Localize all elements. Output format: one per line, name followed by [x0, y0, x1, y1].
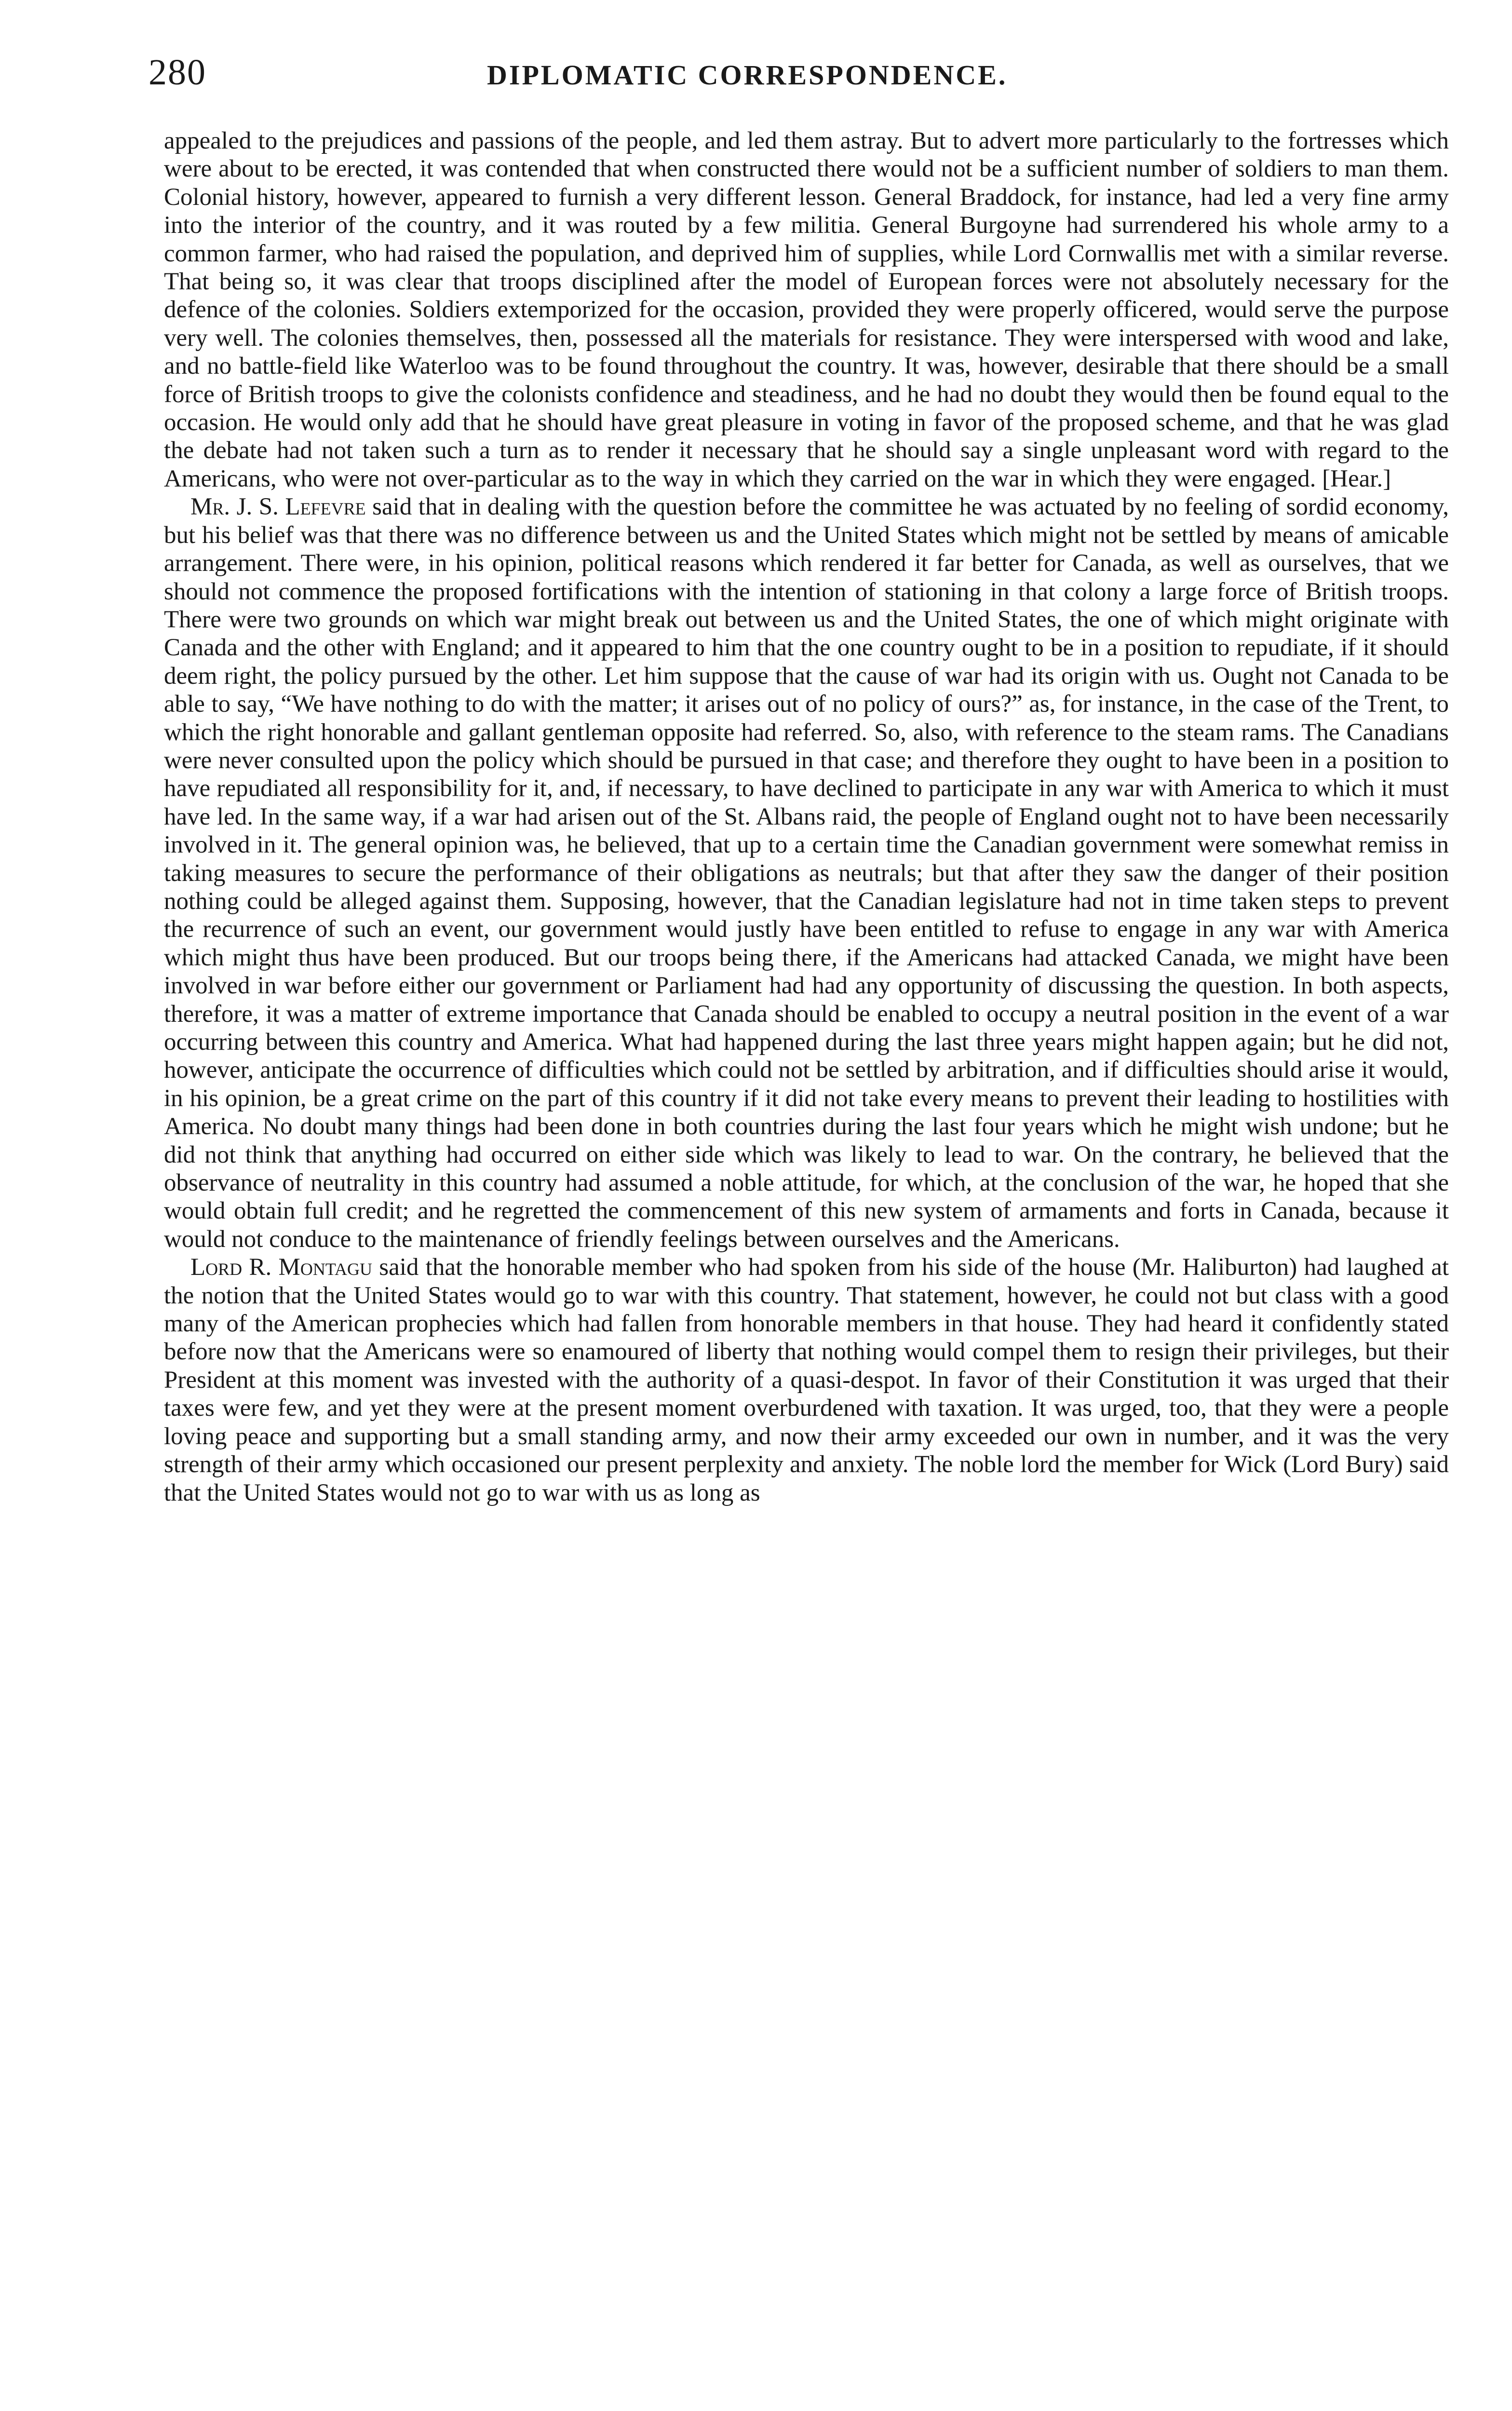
paragraph-text: said that in dealing with the question before the committee he was actuated by no feeling of sordid economy, but his belief was that there was no difference between us and the United States which might not be settled by means of amicable arrangement. There were, in his opinion, political reasons which rendered it far better for Canada, as well as ourselves, that we should not commence the proposed fortifications with the intention of stationing in that colony a large force of British troops. There were two grounds on which war might break out between us and the United States, the one of which might originate with Canada and the other with England; and it appeared to him that the one country ought to be in a position to repudiate, if it should deem right, the policy pursued by the other. Let him suppose that the cause of war had its origin with us. Ought not Canada to be able to say, “We have nothing to do with the matter; it arises out of no policy of ours?” as, for instance, in the case of the Trent, to which the right honorable and gallant gentleman opposite had referred. So, also, with reference to the steam rams. The Canadians were never consulted upon the policy which should be pursued in that case; and therefore they ought to have been in a position to have repudiated all responsibility for it, and, if necessary, to have declined to participate in any war with America to which it must have led. In the same way, if a war had arisen out of the St. Albans raid, the people of England ought not to have been necessarily involved in it. The general opinion was, he believed, that up to a certain time the Canadian government were somewhat remiss in taking measures to secure the performance of their obligations as neutrals; but that after they saw the danger of their position nothing could be alleged against them. Supposing, however, that the Canadian legislature had not in time taken steps to prevent the recurrence of such an event, our government would justly have been entitled to refuse to engage in any war with America which might thus have been produced. But our troops being there, if the Americans had attacked Canada, we might have been involved in war before either our government or Parliament had had any opportunity of discussing the question. In both aspects, therefore, it was a matter of extreme importance that Canada should be enabled to occupy a neutral position in the event of a war occurring between this country and America. What had happened during the last three years might happen again; but he did not, however, anticipate the occurrence of difficulties which could not be settled by arbitration, and if difficulties should arise it would, in his opinion, be a great crime on the part of this country if it did not take every means to prevent their leading to hostilities with America. No doubt many things had been done in both countries during the last four years which he might wish undone; but he did not think that anything had occurred on either side which was likely to lead to war. On the contrary, he believed that the observance of neutrality in this country had assumed a noble attitude, for which, at the conclusion of the war, he hoped that she would obtain full credit; and he regretted the commencement of this new system of armaments and forts in Canada, because it would not conduce to the maintenance of friendly feelings between ourselves and the Americans. [164, 493, 1449, 1253]
speaker-name: Lord R. Montagu [190, 1254, 372, 1281]
running-title: DIPLOMATIC CORRESPONDENCE. [487, 59, 1008, 91]
page-number: 280 [148, 52, 206, 93]
paragraph-continuation [164, 127, 1449, 493]
document-page [145, 46, 1456, 2409]
speaker-name: Mr. J. S. Lefevre [190, 493, 366, 521]
paragraph-lefevre [164, 493, 1449, 1253]
paragraph-text: appealed to the prejudices and passions of the people, and led them astray. But to advert more particularly to the fortresses which were about to be erected, it was contended that when constructed there would not be a sufficient number of soldiers to man them. Colonial history, however, appeared to furnish a very different lesson. General Braddock, for instance, had led a very fine army into the interior of the country, and it was routed by a few militia. General Burgoyne had surrendered his whole army to a common farmer, who had raised the population, and deprived him of supplies, while Lord Cornwallis met with a similar reverse. That being so, it was clear that troops disciplined after the model of European forces were not absolutely necessary for the defence of the colonies. Soldiers extemporized for the occasion, provided they were properly officered, would serve the purpose very well. The colonies themselves, then, possessed all the materials for resistance. They were interspersed with wood and lake, and no battle-field like Waterloo was to be found throughout the country. It was, however, desirable that there should be a small force of British troops to give the colonists confidence and steadiness, and he had no doubt they would then be found equal to the occasion. He would only add that he should have great pleasure in voting in favor of the proposed scheme, and that he was glad the debate had not taken such a turn as to render it necessary that he should say a single unpleasant word with regard to the Americans, who were not over-particular as to the way in which they carried on the war in which they were engaged. [Hear.] [164, 127, 1449, 492]
paragraph-montagu [164, 1253, 1449, 1507]
paragraph-text: said that the honorable member who had spoken from his side of the house (Mr. Haliburton) had laughed at the notion that the United States would go to war with this country. That statement, however, he could not but class with a good many of the American prophecies which had fallen from honorable members in that house. They had heard it confidently stated before now that the Americans were so enamoured of liberty that nothing would compel them to resign their privileges, but their President at this moment was invested with the authority of a quasi-despot. In favor of their Constitution it was urged that their taxes were few, and yet they were at the present moment overburdened with taxation. It was urged, too, that they were a people loving peace and supporting but a small standing army, and now their army exceeded our own in number, and it was the very strength of their army which occasioned our present perplexity and anxiety. The noble lord the member for Wick (Lord Bury) said that the United States would not go to war with us as long as [164, 1254, 1449, 1506]
page-header [145, 46, 1456, 104]
document-body [164, 127, 1449, 1507]
